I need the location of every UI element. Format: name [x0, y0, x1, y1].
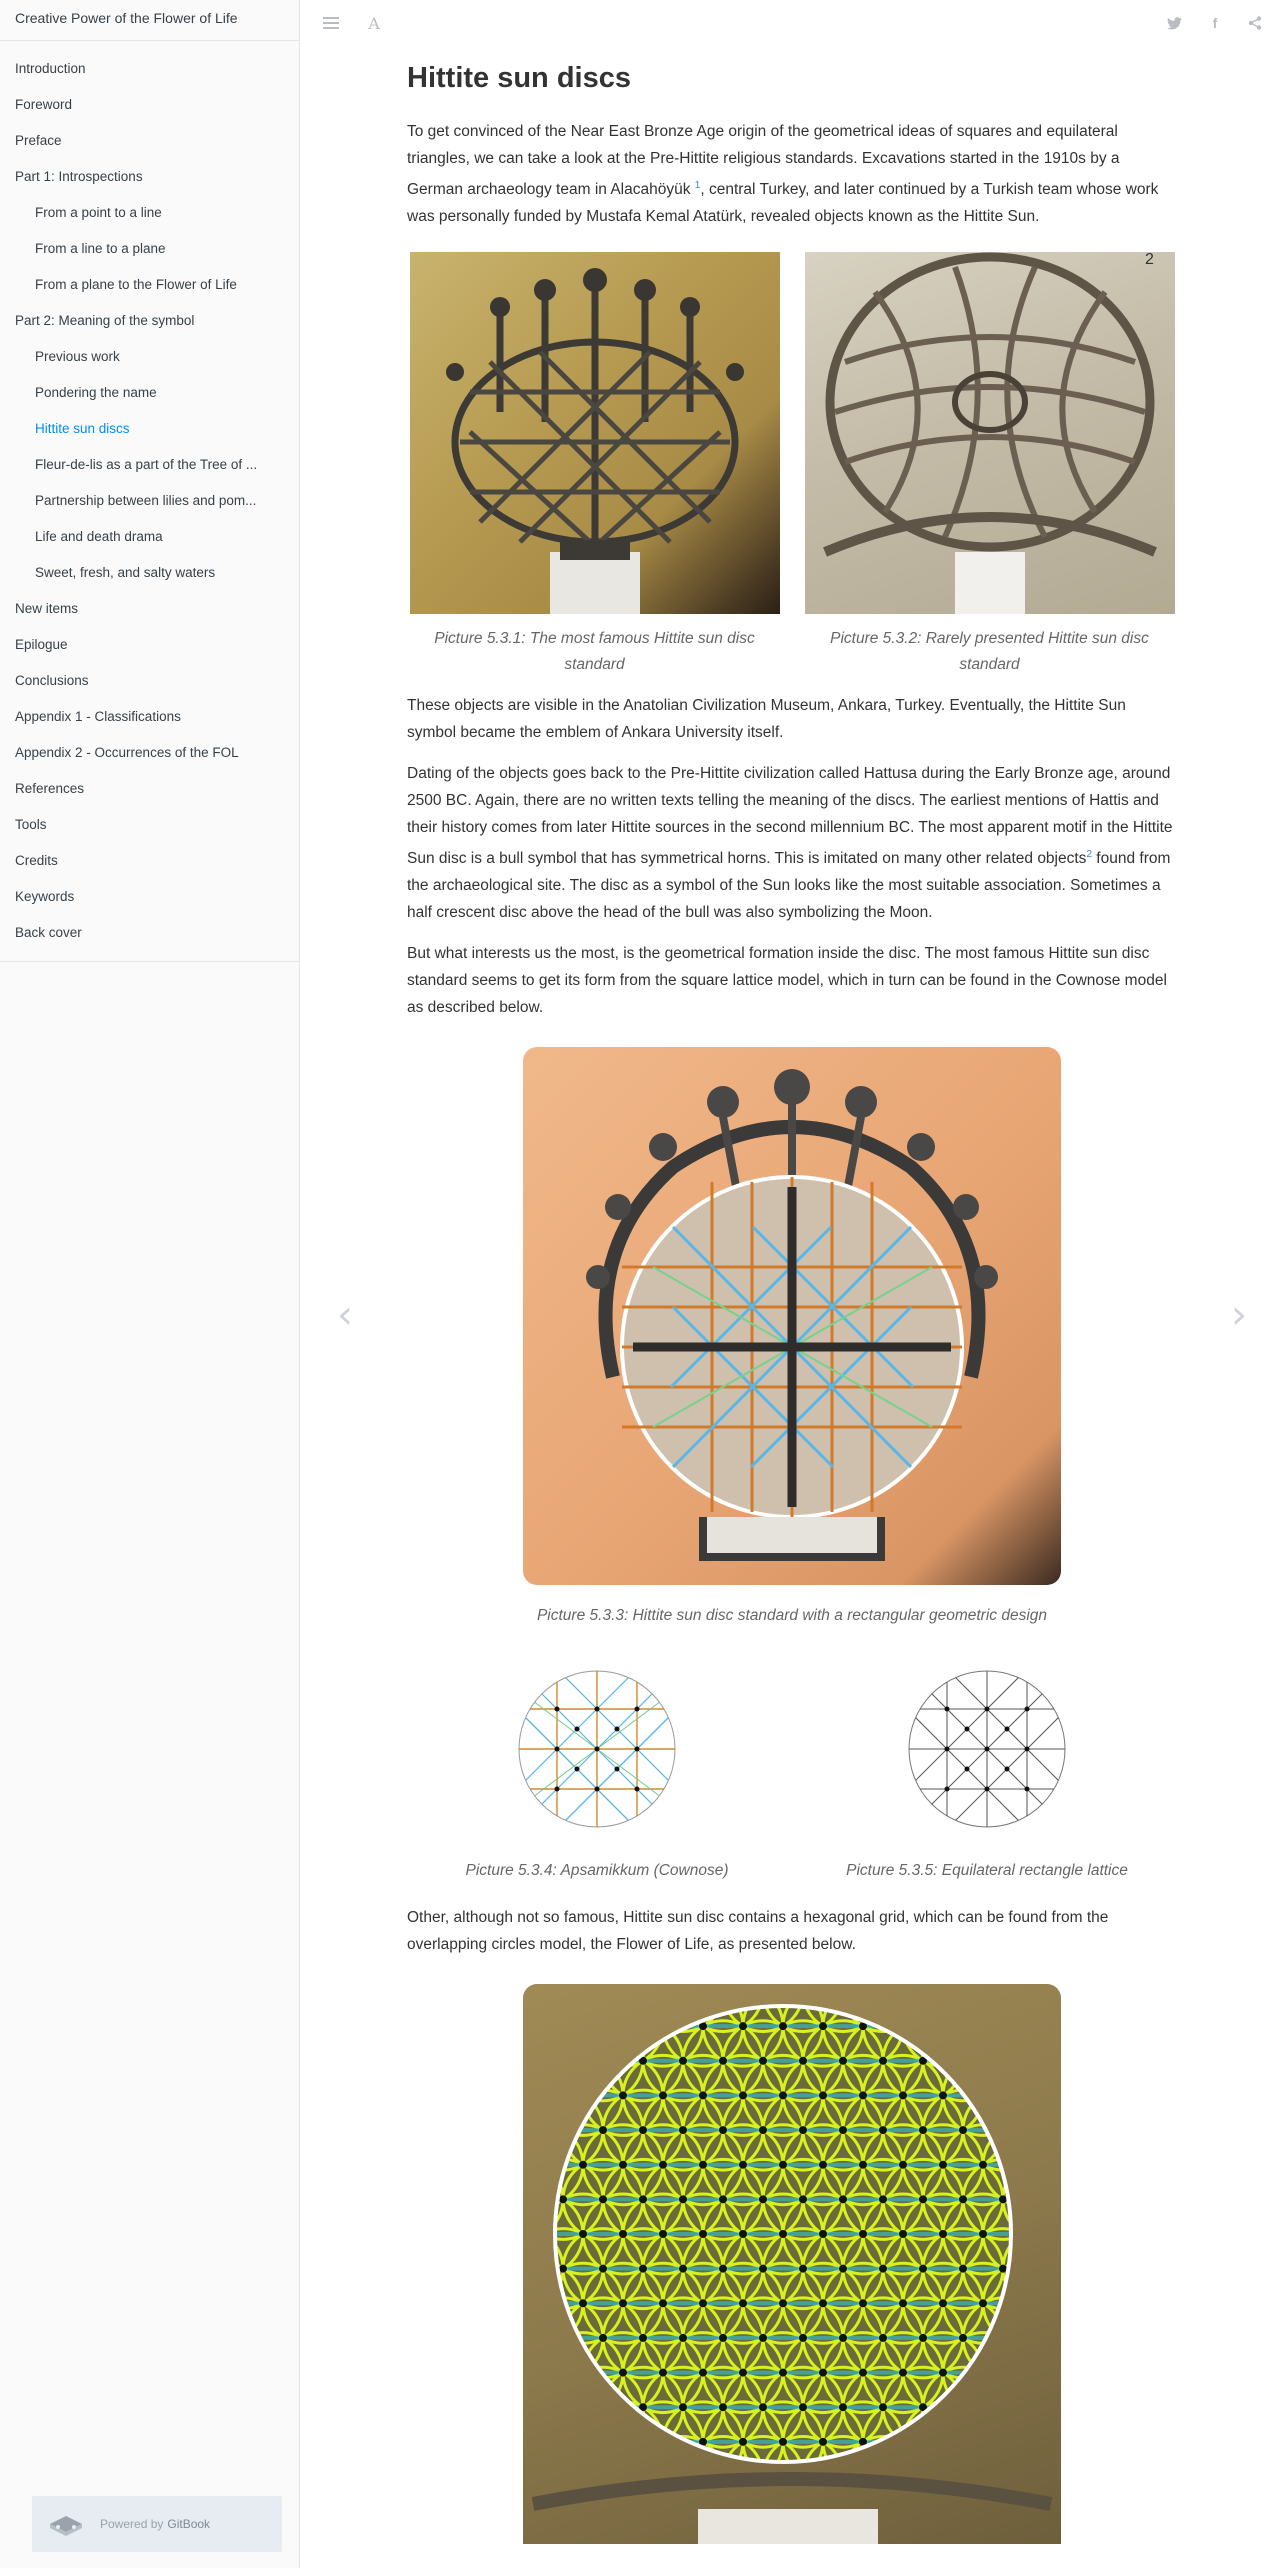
- toc-item[interactable]: Credits: [15, 853, 58, 868]
- toc-item[interactable]: From a line to a plane: [35, 241, 166, 256]
- toc-item[interactable]: Back cover: [15, 925, 82, 940]
- toc-item[interactable]: Conclusions: [15, 673, 89, 688]
- paragraph-dating: Dating of the objects goes back to the Pre-Hittite civilization called Hattusa during the Early Bronze age, around 2500 BC. Again, there are no written texts telling the meaning of the discs. The earliest mentions of Hattis and their history comes from later Hittite sources in the second millennium BC. The most apparent motif in the Hittite Sun disc is a bull symbol that has symmetrical horns. This is imitated on many other related objects$^2$ found from the archaeological site. The disc as a symbol of the Sun looks like the most suitable association. Sometimes a half crescent disc above the head of the bull was also symbolizing the Moon.: [407, 765, 1173, 922]
- footnote-link-2[interactable]: 2: [1086, 849, 1092, 861]
- toc-item[interactable]: Epilogue: [15, 637, 68, 652]
- toc-item[interactable]: Previous work: [35, 349, 120, 364]
- diagram-row: [407, 1669, 1177, 1884]
- equilateral-rectangle-lattice-diagram: [907, 1669, 1067, 1829]
- footnote-link-1[interactable]: 1: [694, 180, 701, 191]
- paragraph-hexagonal: Other, although not so famous, Hittite sun disc contains a hexagonal grid, which can be found from the overlapping circles model, the Flower of Life, as presented below.: [407, 1909, 1109, 1954]
- toc-item[interactable]: Appendix 1 - Classifications: [15, 709, 181, 724]
- gitbook-logo-icon: [46, 2508, 86, 2541]
- figure-5-3-2: [802, 252, 1177, 678]
- sidebar: [0, 0, 300, 2568]
- previous-page-arrow-icon[interactable]: ‹: [337, 1292, 353, 1338]
- powered-by-gitbook-link[interactable]: [32, 2496, 282, 2552]
- table-of-contents: [0, 41, 299, 951]
- figure-5-3-1: [407, 252, 782, 678]
- cownose-lattice-diagram: [517, 1669, 677, 1829]
- toc-item[interactable]: Preface: [15, 133, 62, 148]
- toc-item[interactable]: Pondering the name: [35, 385, 157, 400]
- book-title[interactable]: Creative Power of the Flower of Life: [0, 0, 299, 41]
- paragraph-geometry: But what interests us the most, is the geometrical formation inside the disc. The most famous Hittite sun disc standard seems to get its form from the square lattice model, which in turn can be found in the Cownose model as described below.: [407, 945, 1167, 1017]
- menu-icon[interactable]: [320, 12, 342, 34]
- toc-item[interactable]: References: [15, 781, 85, 796]
- toc-item[interactable]: Tools: [15, 817, 47, 832]
- toc-item[interactable]: From a point to a line: [35, 205, 162, 220]
- paragraph-intro: To get convinced of the Near East Bronze Age origin of the geometrical ideas of squares and equilateral triangles, we can take a look at the Pre-Hittite religious standards. Excavations started in the 1910s by a German archaeology team in Alacahöyük $^1$, central Turkey, and later continued by a Turkish team whose work was personally funded by Mustafa Kemal Atatürk, revealed objects known as the Hittite Sun.: [407, 123, 1159, 226]
- powered-by-label: Powered by: [100, 2517, 164, 2531]
- toc-item[interactable]: Part 1: Introspections: [15, 169, 143, 184]
- twitter-icon[interactable]: [1163, 12, 1185, 34]
- paragraph-museum: These objects are visible in the Anatolian Civilization Museum, Ankara, Turkey. Eventually, the Hittite Sun symbol became the emblem of Ankara University itself.: [407, 697, 1126, 742]
- caption-5-3-1: Picture 5.3.1: The most famous Hittite sun disc standard: [434, 630, 755, 674]
- page-content: [407, 60, 1177, 2544]
- caption-5-3-4: Picture 5.3.4: Apsamikkum (Cownose): [465, 1862, 729, 1880]
- toc-item[interactable]: Hittite sun discs: [35, 421, 130, 436]
- figure-5-3-3: [407, 1047, 1177, 1629]
- figure-5-3-4: [407, 1669, 787, 1884]
- toc-item[interactable]: Sweet, fresh, and salty waters: [35, 565, 216, 580]
- toc-item[interactable]: Fleur-de-lis as a part of the Tree of ...: [35, 457, 258, 472]
- toc-item[interactable]: Appendix 2 - Occurrences of the FOL: [15, 745, 239, 760]
- caption-5-3-2: Picture 5.3.2: Rarely presented Hittite sun disc standard: [830, 630, 1149, 674]
- toc-item[interactable]: Life and death drama: [35, 529, 163, 544]
- toc-item[interactable]: Keywords: [15, 889, 75, 904]
- figure-flower-of-life-disc: [407, 1984, 1177, 2544]
- facebook-icon[interactable]: f: [1212, 15, 1218, 31]
- caption-5-3-3: Picture 5.3.3: Hittite sun disc standard with a rectangular geometric design: [536, 1607, 1048, 1625]
- next-page-arrow-icon[interactable]: ›: [1231, 1292, 1247, 1338]
- photo-row-1: [407, 252, 1177, 678]
- toc-divider: [0, 961, 299, 962]
- hittite-sun-disc-hexagonal-photo: [523, 1984, 1061, 2544]
- toc-item[interactable]: Part 2: Meaning of the symbol: [15, 313, 195, 328]
- toc-item[interactable]: Foreword: [15, 97, 73, 112]
- toc-item[interactable]: Introduction: [15, 61, 86, 76]
- toc-item[interactable]: Partnership between lilies and pom...: [35, 493, 257, 508]
- toc-item[interactable]: From a plane to the Flower of Life: [35, 277, 237, 292]
- share-icon[interactable]: [1244, 12, 1266, 34]
- page-title: Hittite sun discs: [407, 62, 631, 94]
- hittite-sun-disc-photo-2: [805, 252, 1175, 614]
- toc-item[interactable]: New items: [15, 601, 79, 616]
- caption-5-3-5: Picture 5.3.5: Equilateral rectangle lattice: [846, 1862, 1128, 1880]
- hittite-sun-disc-rectangular-design-photo: [523, 1047, 1061, 1585]
- photo-number-mark: 2: [1144, 252, 1154, 269]
- gitbook-brand-label: GitBook: [167, 2517, 211, 2531]
- hittite-sun-disc-photo-1: [410, 252, 780, 614]
- figure-5-3-5: [797, 1669, 1177, 1884]
- font-settings-icon[interactable]: A: [368, 13, 380, 33]
